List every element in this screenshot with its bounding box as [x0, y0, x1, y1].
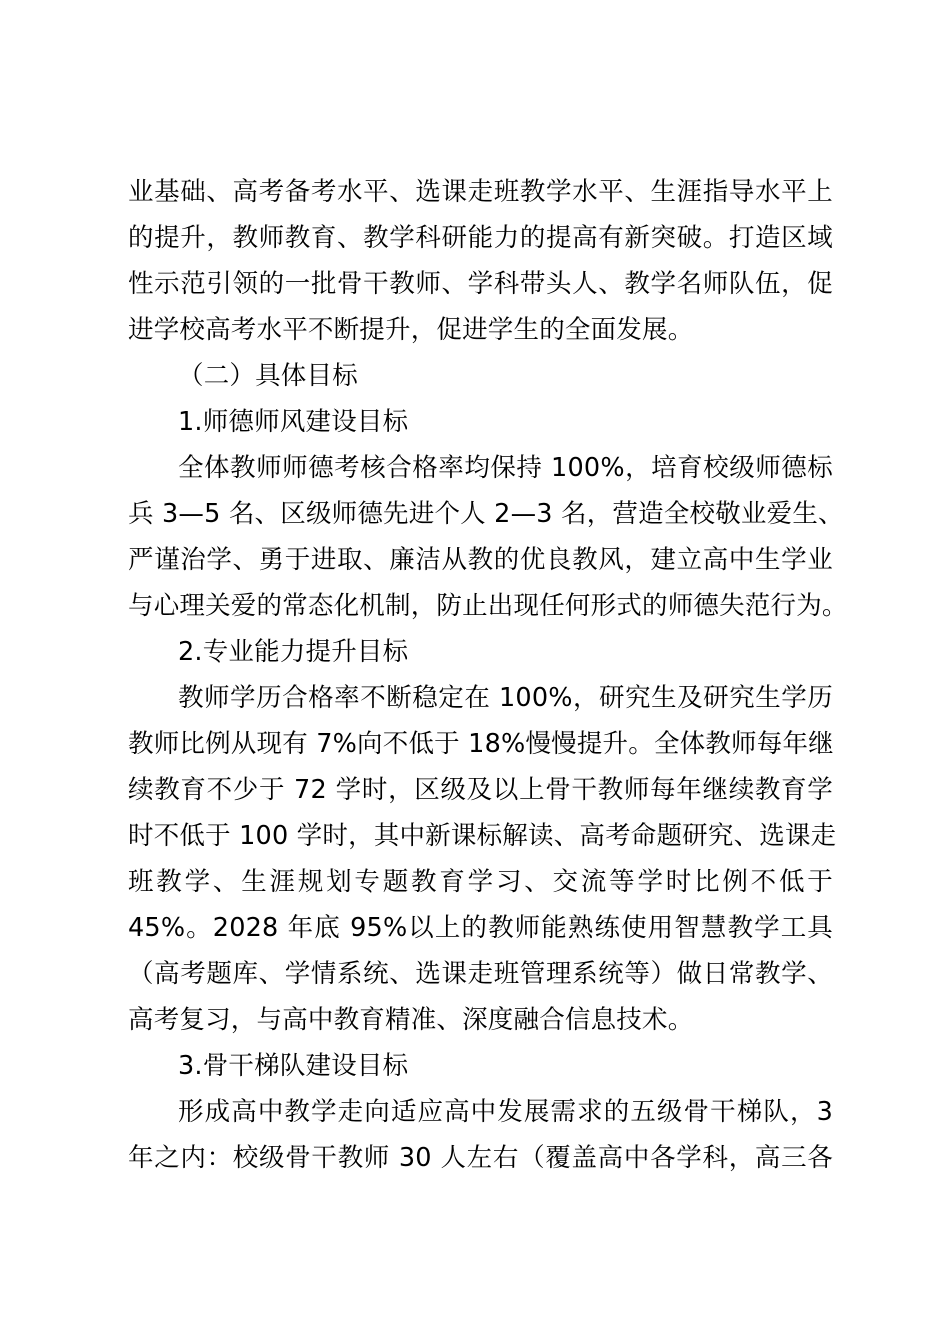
- paragraph-line: 教师比例从现有 7%向不低于 18%慢慢提升。全体教师每年继: [128, 729, 834, 759]
- paragraph-line: 严谨治学、勇于进取、廉洁从教的优良教风，建立高中生学业: [128, 545, 833, 575]
- paragraph-line: 与心理关爱的常态化机制，防止出现任何形式的师德失范行为。: [128, 591, 848, 621]
- section-heading: （二）具体目标: [178, 361, 358, 391]
- paragraph-line: 全体教师师德考核合格率均保持 100%，培育校级师德标: [178, 453, 833, 483]
- paragraph-line: 性示范引领的一批骨干教师、学科带头人、教学名师队伍，促: [128, 269, 833, 299]
- paragraph-line: 的提升，教师教育、教学科研能力的提高有新突破。打造区域: [128, 223, 833, 253]
- paragraph-line: 续教育不少于 72 学时，区级及以上骨干教师每年继续教育学: [128, 775, 833, 805]
- paragraph-line: 业基础、高考备考水平、选课走班教学水平、生涯指导水平上: [128, 177, 833, 207]
- paragraph-line: 进学校高考水平不断提升，促进学生的全面发展。: [128, 315, 694, 345]
- subsection-heading: 1.师德师风建设目标: [178, 407, 409, 437]
- paragraph-line: 教师学历合格率不断稳定在 100%，研究生及研究生学历: [178, 683, 833, 713]
- paragraph-line: 班教学、生涯规划专题教育学习、交流等学时比例不低于: [128, 867, 833, 897]
- paragraph-line: 兵 3—5 名、区级师德先进个人 2—3 名，营造全校敬业爱生、: [128, 499, 844, 529]
- paragraph-line: 形成高中教学走向适应高中发展需求的五级骨干梯队，3: [178, 1097, 833, 1127]
- subsection-heading: 2.专业能力提升目标: [178, 637, 409, 667]
- paragraph-line: 年之内：校级骨干教师 30 人左右（覆盖高中各学科，高三各: [128, 1143, 833, 1173]
- paragraph-line: 高考复习，与高中教育精准、深度融合信息技术。: [128, 1005, 694, 1035]
- subsection-heading: 3.骨干梯队建设目标: [178, 1051, 409, 1081]
- paragraph-line: 45%。2028 年底 95%以上的教师能熟练使用智慧教学工具: [128, 913, 833, 943]
- paragraph-line: 时不低于 100 学时，其中新课标解读、高考命题研究、选课走: [128, 821, 837, 851]
- paragraph-line: （高考题库、学情系统、选课走班管理系统等）做日常教学、: [128, 959, 833, 989]
